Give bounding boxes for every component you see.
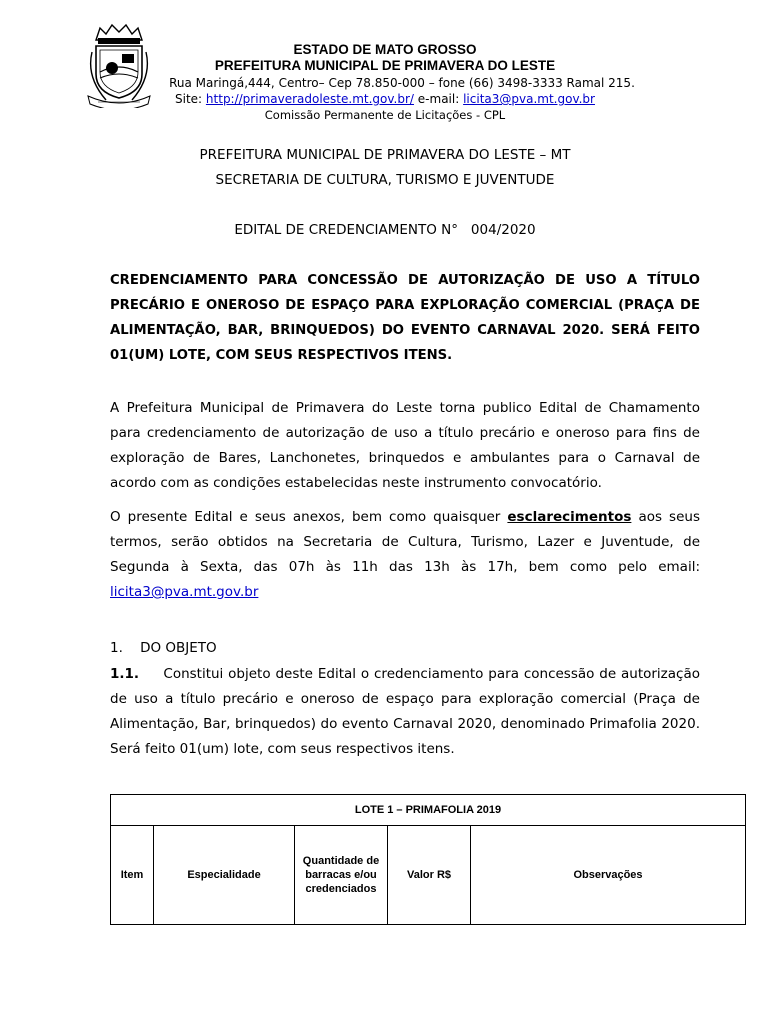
col-notes: Observações xyxy=(471,826,746,925)
edital-number: 004/2020 xyxy=(470,222,536,238)
site-label: Site: xyxy=(175,92,203,106)
notice-line xyxy=(110,505,700,530)
intro-line: A Prefeitura Municipal de Primavera do Leste torna publico Edital de Chamamento xyxy=(110,400,700,416)
section-line: Alimentação, Bar, brinquedos) do evento Carnaval 2020, denominado Primafolia 2020. xyxy=(110,716,700,732)
notice-line: Segunda à Sexta, das 07h às 11h das 13h às 17h, bem como pelo email: xyxy=(110,559,700,575)
summary-line: ALIMENTAÇÃO, BAR, BRINQUEDOS) DO EVENTO CARNAVAL 2020. SERÁ FEITO xyxy=(110,323,700,338)
notice-text: O presente Edital e seus anexos, bem como quaisquer xyxy=(110,509,501,525)
section-number: 1. xyxy=(110,640,123,656)
intro-line: para credenciamento de autorização de uso a título precário e oneroso para fins de xyxy=(110,425,700,441)
section-line: de uso a título precário e oneroso de espaço para exploração comercial (Praça de xyxy=(110,691,700,707)
notice-text: aos seus xyxy=(638,509,700,525)
intro-paragraph xyxy=(110,396,700,496)
heading-secretariat: SECRETARIA DE CULTURA, TURISMO E JUVENTUDE xyxy=(215,172,555,188)
intro-line: exploração de Bares, Lanchonetes, brinquedos e ambulantes para o Carnaval de xyxy=(110,450,700,466)
section-line xyxy=(110,662,700,687)
header-contact xyxy=(0,92,770,106)
notice-line xyxy=(110,580,700,605)
email-label: e-mail: xyxy=(417,92,460,106)
section-1-1-paragraph xyxy=(110,662,700,762)
heading-prefecture-mt: PREFEITURA MUNICIPAL DE PRIMAVERA DO LESTE – MT xyxy=(199,147,571,163)
lot-table xyxy=(110,794,746,925)
section-text: Constitui objeto deste Edital o credenciamento para concessão de autorização xyxy=(163,666,701,682)
section-title: DO OBJETO xyxy=(140,640,217,656)
notice-emphasis: esclarecimentos xyxy=(507,509,632,525)
section-line: Será feito 01(um) lote, com seus respectivos itens. xyxy=(110,741,455,757)
col-specialty: Especialidade xyxy=(154,826,295,925)
col-quantity: Quantidade de barracas e/ou credenciados xyxy=(295,826,388,925)
summary-block xyxy=(110,268,700,368)
notice-email-link[interactable]: licita3@pva.mt.gov.br xyxy=(110,584,259,600)
summary-line: 01(UM) LOTE, COM SEUS RESPECTIVOS ITENS. xyxy=(110,348,453,363)
section-1-heading xyxy=(110,636,700,661)
summary-line: PRECÁRIO E ONEROSO DE ESPAÇO PARA EXPLORAÇÃO COMERCIAL (PRAÇA DE xyxy=(110,298,700,313)
col-value: Valor R$ xyxy=(388,826,471,925)
summary-line: CREDENCIAMENTO PARA CONCESSÃO DE AUTORIZAÇÃO DE USO A TÍTULO xyxy=(110,273,700,288)
col-item: Item xyxy=(111,826,154,925)
table-title-row xyxy=(111,795,746,826)
subsection-number: 1.1. xyxy=(110,666,140,682)
notice-paragraph xyxy=(110,505,700,605)
header-commission: Comissão Permanente de Licitações - CPL xyxy=(264,108,506,122)
header-email-link[interactable]: licita3@pva.mt.gov.br xyxy=(463,92,595,106)
table-header-row xyxy=(111,826,746,925)
header-address: Rua Maringá,444, Centro– Cep 78.850-000 – fone (66) 3498-3333 Ramal 215. xyxy=(169,76,635,90)
header-prefecture: PREFEITURA MUNICIPAL DE PRIMAVERA DO LESTE xyxy=(214,58,556,73)
intro-line: acordo com as condições estabelecidas neste instrumento convocatório. xyxy=(110,475,602,491)
site-link[interactable]: http://primaveradoleste.mt.gov.br/ xyxy=(205,92,414,106)
header-state: ESTADO DE MATO GROSSO xyxy=(293,42,477,57)
edital-label: EDITAL DE CREDENCIAMENTO N° xyxy=(234,222,459,238)
table-title: LOTE 1 – PRIMAFOLIA 2019 xyxy=(111,795,746,826)
notice-line: termos, serão obtidos na Secretaria de Cultura, Turismo, Lazer e Juventude, de xyxy=(110,534,700,550)
edital-title xyxy=(0,222,770,238)
